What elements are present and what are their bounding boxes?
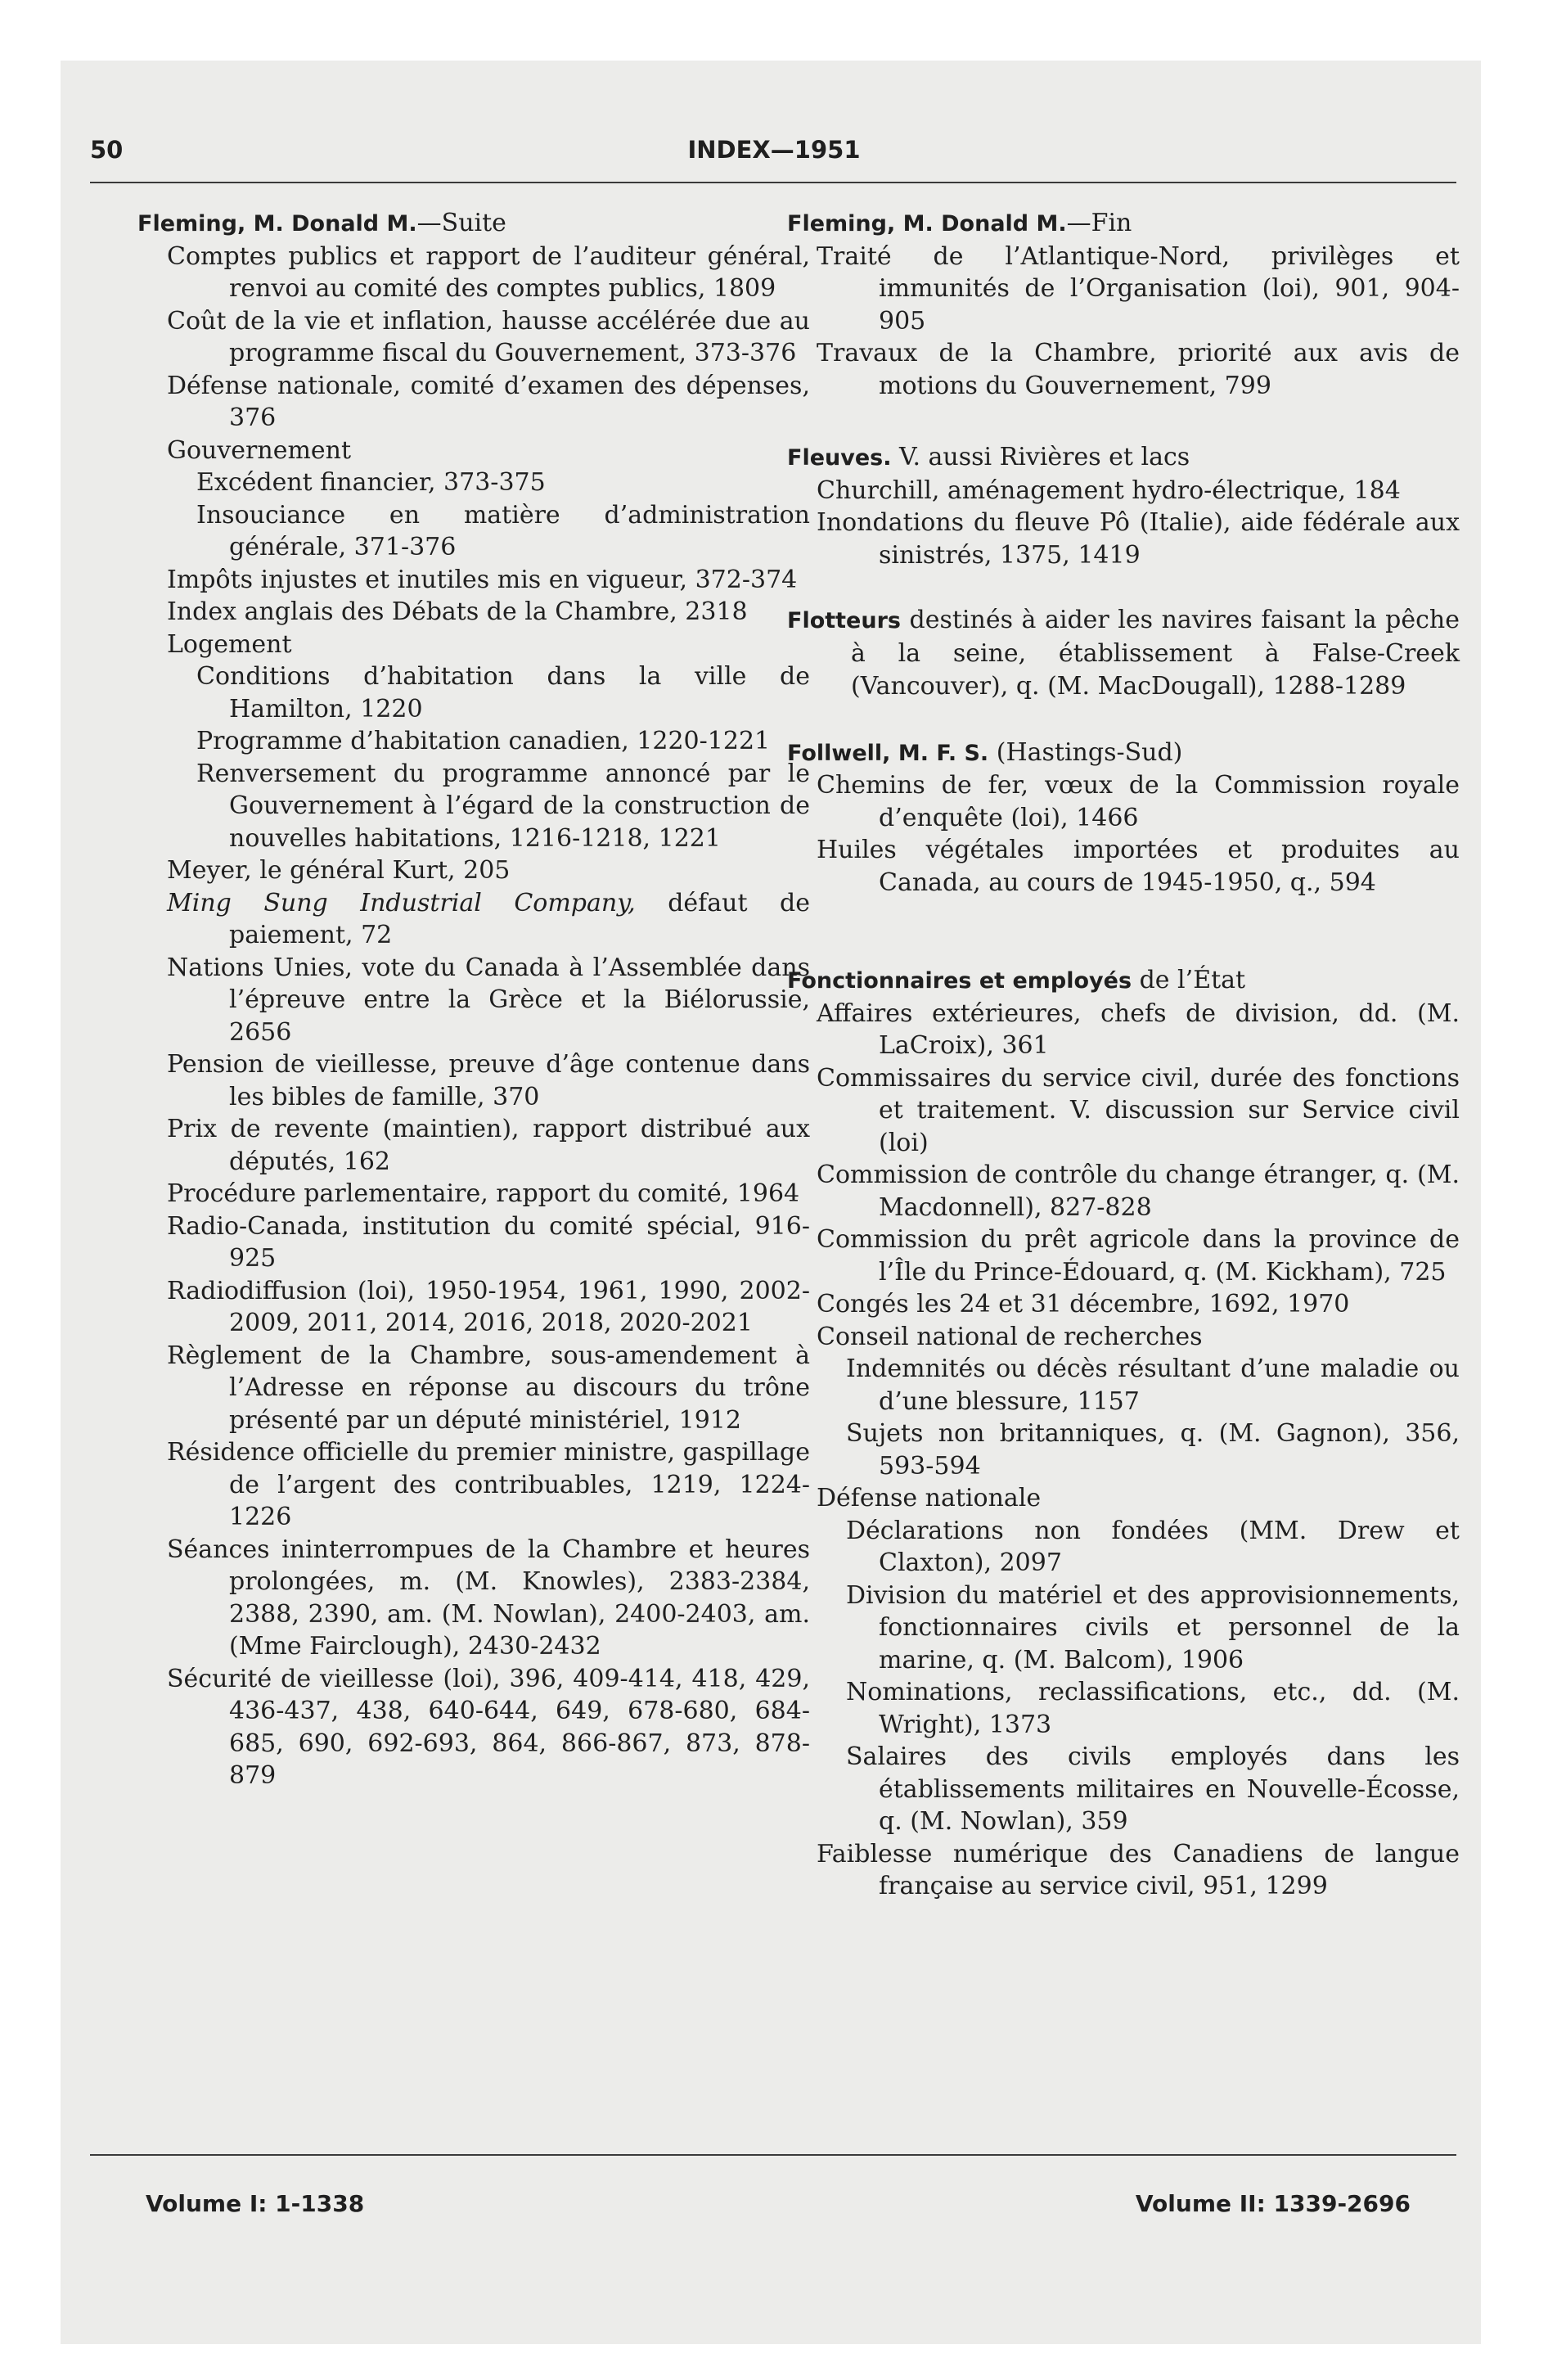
entry-text: Pension de vieillesse, preuve d’âge contenue dans les bibles de famille, 370: [167, 1050, 810, 1111]
heading-suffix: V. aussi Rivières et lacs: [891, 443, 1190, 471]
entry-text: Logement: [167, 629, 292, 659]
entry-text: Meyer, le général Kurt, 205: [167, 856, 511, 885]
entry-text: Défense nationale: [817, 1484, 1042, 1512]
index-entry: [789, 1838, 1460, 1903]
entry-text: Conseil national de recherches: [817, 1322, 1203, 1351]
index-entry: [139, 1048, 810, 1113]
index-entry: [789, 1482, 1460, 1515]
entry-text: Indemnités ou décès résultant d’une maladie ou d’une blessure, 1157: [846, 1355, 1460, 1416]
index-entry: [139, 1340, 810, 1437]
heading-suffix: destinés à aider les navires faisant la pêche à la seine, établissement à False-Creek (Vancouver), q. (M. MacDougall), 1288-1289: [851, 606, 1460, 701]
index-heading: [787, 207, 1460, 241]
entry-text: Commissaires du service civil, durée des fonctions et traitement. V. discussion sur Service civil (loi): [817, 1063, 1460, 1157]
index-entry: [139, 1275, 810, 1340]
index-entry: [789, 1159, 1460, 1224]
entry-text: Excédent financier, 373-375: [196, 468, 546, 497]
entry-text: Insouciance en matière d’administration générale, 371-376: [196, 500, 810, 561]
entry-text: Gouvernement: [167, 435, 352, 465]
index-entry: [789, 998, 1460, 1062]
entry-text: Conditions d’habitation dans la ville de Hamilton, 1220: [196, 662, 810, 723]
index-subentry: [139, 725, 810, 758]
index-subentry: [789, 1515, 1460, 1580]
index-entry: [139, 887, 810, 952]
index-entry: [789, 1288, 1460, 1321]
entry-text: Division du matériel et des approvisionnements, fonctionnaires civils et personnel de la marine, q. (M. Balcom), 1906: [846, 1580, 1460, 1675]
footer-volume-1: Volume I: 1-1338: [146, 2190, 365, 2217]
index-entry: [139, 564, 810, 597]
index-subentry: [789, 1676, 1460, 1741]
entry-text: Règlement de la Chambre, sous-amendement à l’Adresse en réponse au discours du trône présenté par un député ministériel, 1912: [167, 1341, 810, 1435]
header-rule: [90, 182, 1456, 183]
entry-text: Nations Unies, vote du Canada à l’Assemblée dans l’épreuve entre la Grèce et la Biélorussie, 2656: [167, 953, 810, 1047]
entry-text: Renversement du programme annoncé par le Gouvernement à l’égard de la construction de nouvelles habitations, 1216-1218, 1221: [196, 759, 810, 853]
entry-text: Salaires des civils employés dans les établissements militaires en Nouvelle-Écosse, q. (M. Nowlan), 359: [846, 1742, 1460, 1836]
index-entry: [139, 854, 810, 887]
entry-text: Impôts injustes et inutiles mis en vigueur, 372-374: [167, 565, 798, 594]
entry-text: Résidence officielle du premier ministre, gaspillage de l’argent des contribuables, 1219, 1224-1226: [167, 1438, 810, 1531]
entry-text: Huiles végétales importées et produites au Canada, au cours de 1945-1950, q., 594: [817, 836, 1460, 897]
index-entry: [139, 952, 810, 1049]
entry-text: défaut de paiement, 72: [229, 888, 810, 949]
page-number: 50: [90, 136, 124, 164]
index-heading: [787, 604, 1460, 704]
index-heading: [787, 737, 1460, 770]
index-entry: [789, 241, 1460, 338]
entry-text: Comptes publics et rapport de l’auditeur général, renvoi au comité des comptes publics, 1809: [167, 241, 810, 303]
index-entry: [789, 1321, 1460, 1354]
index-subentry: [789, 1580, 1460, 1677]
entry-text: Travaux de la Chambre, priorité aux avis de motions du Gouvernement, 799: [817, 339, 1460, 400]
index-entry: [139, 629, 810, 661]
index-entry: [139, 1178, 810, 1210]
index-entry: [139, 1663, 810, 1792]
entry-text: Churchill, aménagement hydro-électrique, 184: [817, 476, 1401, 505]
index-entry: [139, 1113, 810, 1178]
index-entry: [789, 507, 1460, 571]
heading-suffix: (Hastings-Sud): [988, 737, 1183, 767]
entry-text: Déclarations non fondées (MM. Drew et Claxton), 2097: [846, 1516, 1460, 1577]
left-column: [139, 207, 810, 1792]
index-entry: [139, 1534, 810, 1663]
entry-text: Chemins de fer, vœux de la Commission royale d’enquête (loi), 1466: [817, 771, 1460, 832]
entry-text: Radio-Canada, institution du comité spécial, 916-925: [167, 1211, 810, 1273]
index-heading: [137, 207, 810, 241]
heading-name: Fleming, M. Donald M.: [787, 211, 1067, 237]
entry-text: Nominations, reclassifications, etc., dd. (M. Wright), 1373: [846, 1678, 1460, 1739]
index-heading: [787, 964, 1460, 998]
index-subentry: [139, 467, 810, 499]
index-entry: [789, 1062, 1460, 1160]
entry-text: Coût de la vie et inflation, hausse accélérée due au programme fiscal du Gouvernement, 373-376: [167, 306, 810, 367]
index-subentry: [789, 1418, 1460, 1482]
index-entry: [139, 1210, 810, 1275]
entry-text: Inondations du fleuve Pô (Italie), aide fédérale aux sinistrés, 1375, 1419: [817, 508, 1460, 570]
heading-name: Follwell, M. F. S.: [787, 740, 989, 766]
entry-text: Affaires extérieures, chefs de division, dd. (M. LaCroix), 361: [817, 998, 1460, 1060]
entry-text: Congés les 24 et 31 décembre, 1692, 1970: [817, 1290, 1350, 1318]
entry-text: Index anglais des Débats de la Chambre, 2318: [167, 597, 748, 626]
index-entry: [139, 370, 810, 435]
entry-text: Traité de l’Atlantique-Nord, privilèges et immunités de l’Organisation (loi), 901, 904-905: [817, 241, 1460, 336]
index-entry: [139, 305, 810, 370]
index-subentry: [789, 1741, 1460, 1838]
heading-name: Fonctionnaires et employés: [787, 968, 1132, 994]
entry-text: Séances ininterrompues de la Chambre et heures prolongées, m. (M. Knowles), 2383-2384, 2388, 2390, am. (M. Nowlan), 2400-2403, am. (Mme Fairclough), 2430-2432: [167, 1535, 810, 1661]
entry-text: Défense nationale, comité d’examen des dépenses, 376: [167, 371, 810, 432]
index-heading: [787, 441, 1460, 475]
entry-text: Commission du prêt agricole dans la province de l’Île du Prince-Édouard, q. (M. Kickham), 725: [817, 1225, 1460, 1287]
heading-suffix: —Suite: [416, 209, 506, 237]
index-entry: [789, 475, 1460, 507]
entry-text: Commission de contrôle du change étranger, q. (M. Macdonnell), 827-828: [817, 1161, 1460, 1222]
footer-rule: [90, 2154, 1456, 2156]
entry-italic: Ming Sung Industrial Company,: [167, 888, 636, 917]
index-entry: [139, 435, 810, 467]
index-entry: [139, 596, 810, 629]
right-column: [789, 207, 1460, 1903]
index-entry: [139, 241, 810, 305]
index-entry: [789, 1224, 1460, 1288]
entry-text: Prix de revente (maintien), rapport distribué aux députés, 162: [167, 1115, 810, 1176]
heading-suffix: —Fin: [1066, 209, 1132, 237]
index-entry: [139, 1436, 810, 1534]
index-subentry: [789, 1353, 1460, 1418]
entry-text: Programme d’habitation canadien, 1220-1221: [196, 727, 771, 755]
entry-text: Procédure parlementaire, rapport du comité, 1964: [167, 1179, 800, 1208]
entry-text: Sujets non britanniques, q. (M. Gagnon), 356, 593-594: [846, 1419, 1460, 1481]
index-entry: [789, 834, 1460, 899]
heading-name: Fleming, M. Donald M.: [137, 211, 417, 237]
index-subentry: [139, 660, 810, 725]
index-entry: [789, 769, 1460, 834]
index-entry: [789, 337, 1460, 402]
footer-volume-2: Volume II: 1339-2696: [1135, 2190, 1411, 2217]
page-title: INDEX—1951: [687, 136, 861, 164]
entry-text: Faiblesse numérique des Canadiens de langue française au service civil, 951, 1299: [817, 1839, 1460, 1900]
entry-text: Radiodiffusion (loi), 1950-1954, 1961, 1990, 2002-2009, 2011, 2014, 2016, 2018, 2020-2021: [167, 1276, 810, 1337]
heading-name: Fleuves.: [787, 445, 892, 471]
heading-suffix: de l’État: [1132, 966, 1246, 994]
heading-name: Flotteurs: [787, 608, 901, 633]
entry-text: Sécurité de vieillesse (loi), 396, 409-414, 418, 429, 436-437, 438, 640-644, 649, 678-680, 684-685, 690, 692-693, 864, 866-867, 873, 878-879: [167, 1664, 810, 1790]
index-subentry: [139, 758, 810, 855]
index-subentry: [139, 499, 810, 564]
